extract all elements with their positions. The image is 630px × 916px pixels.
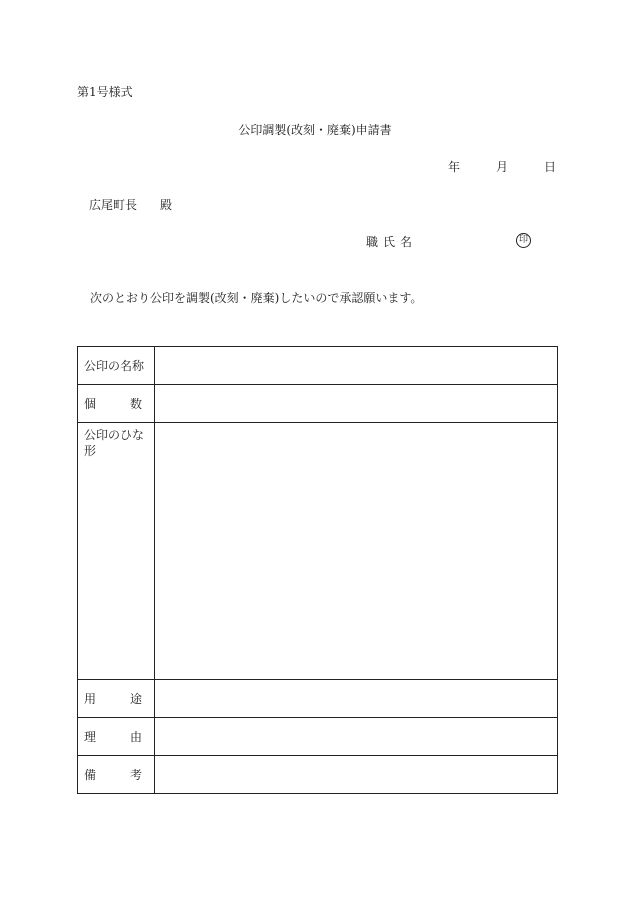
seal-name-field[interactable] (155, 347, 558, 385)
date-month: 月 (496, 160, 509, 174)
row-label-seal-name: 公印の名称 (78, 347, 155, 385)
row-label-purpose (78, 680, 155, 718)
date-line (448, 161, 556, 173)
label-char: 理 (84, 729, 97, 744)
label-char: 数 (129, 396, 142, 411)
document-title: 公印調製(改刻・廃棄)申請書 (238, 123, 392, 137)
reason-field[interactable] (155, 718, 558, 756)
form-number: 第1号様式 (77, 85, 133, 99)
date-year: 年 (448, 160, 461, 174)
seal-sample-field[interactable] (155, 423, 558, 680)
row-label-seal-sample: 公印のひな形 (78, 423, 155, 680)
remarks-field[interactable] (155, 756, 558, 794)
quantity-field[interactable] (155, 385, 558, 423)
applicant-name-label: 職氏名 (366, 235, 418, 249)
label-char: 個 (84, 396, 97, 411)
date-day: 日 (544, 160, 557, 174)
table-row (78, 718, 558, 756)
application-table (77, 346, 558, 794)
label-char: 由 (129, 729, 142, 744)
row-label-remarks (78, 756, 155, 794)
label-char: 途 (129, 691, 142, 706)
addressee (89, 199, 172, 211)
label-char: 考 (129, 767, 142, 782)
label-char: 備 (84, 767, 97, 782)
table-row (78, 756, 558, 794)
addressee-honorific: 殿 (160, 198, 173, 212)
seal-mark-icon: 印 (516, 233, 531, 248)
table-row (78, 680, 558, 718)
table-row (78, 347, 558, 385)
purpose-field[interactable] (155, 680, 558, 718)
body-text: 次のとおり公印を調製(改刻・廃棄)したいので承認願います。 (90, 291, 423, 305)
row-label-reason (78, 718, 155, 756)
label-char: 用 (84, 691, 97, 706)
row-label-quantity (78, 385, 155, 423)
table-row (78, 423, 558, 680)
table-row (78, 385, 558, 423)
addressee-name: 広尾町長 (89, 198, 138, 212)
